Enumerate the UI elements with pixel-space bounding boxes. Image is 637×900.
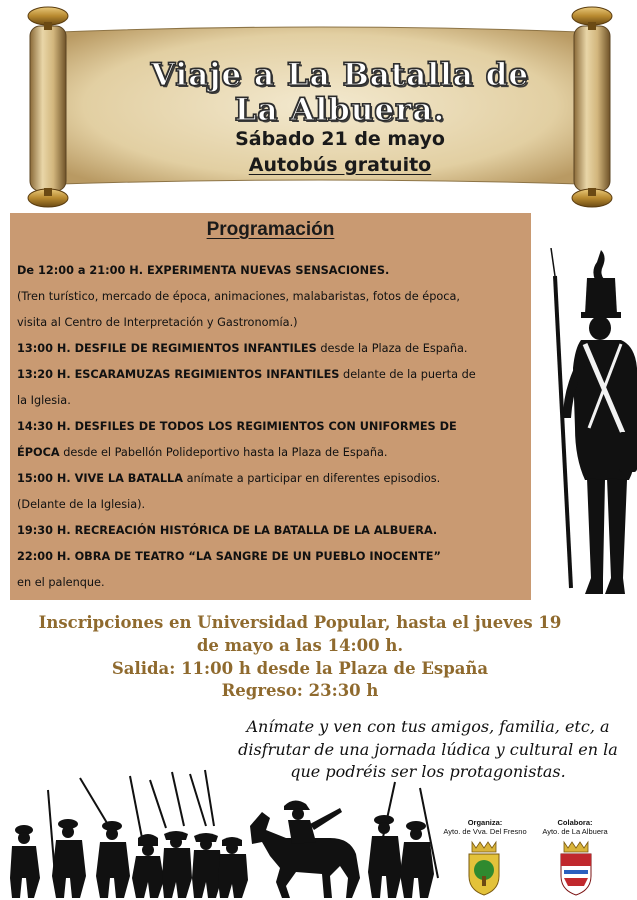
organiza-name: Ayto. de Vva. Del Fresno — [443, 827, 527, 836]
organiza-title: Organiza: — [467, 818, 503, 827]
soldier-silhouette-icon — [545, 248, 637, 600]
free-bus — [100, 154, 580, 176]
invite-line-1: Anímate y ven con tus amigos, familia, etc, a — [246, 717, 610, 736]
program-box — [10, 213, 531, 600]
la-albuera-crest-icon — [558, 840, 594, 896]
vva-del-fresno-crest-icon — [466, 840, 502, 896]
program-line-bold: 22:00 H. OBRA DE TEATRO “LA SANGRE DE UN PUEBLO INOCENTE” — [17, 550, 441, 563]
program-line — [17, 472, 440, 485]
program-line — [17, 420, 457, 433]
colabora-title: Colabora: — [557, 818, 593, 827]
program-line — [17, 264, 389, 277]
program-line-bold: 15:00 H. VIVE LA BATALLA — [17, 472, 183, 485]
program-line-text: en el palenque. — [17, 576, 105, 589]
invite-line-3: que podréis ser los protagonistas. — [290, 762, 566, 781]
program-line-text: (Tren turístico, mercado de época, animaciones, malabaristas, fotos de época, — [17, 290, 461, 303]
free-bus-label: Autobús gratuito — [248, 154, 432, 176]
colabora-label — [535, 818, 615, 836]
program-line-text: delante de la puerta de — [339, 368, 476, 381]
program-line-text: la Iglesia. — [17, 394, 71, 407]
scroll-banner — [20, 4, 620, 209]
program-line-bold: 13:20 H. ESCARAMUZAS REGIMIENTOS INFANTILES — [17, 368, 340, 381]
program-line-bold: De 12:00 a 21:00 H. EXPERIMENTA NUEVAS SENSACIONES. — [17, 264, 390, 277]
program-line-bold: 19:30 H. RECREACIÓN HISTÓRICA DE LA BATALLA DE LA ALBUERA. — [17, 524, 438, 537]
program-line — [17, 394, 71, 407]
program-line — [17, 368, 476, 381]
program-line-text: desde la Plaza de España. — [316, 342, 468, 355]
program-heading — [10, 219, 531, 241]
program-line — [17, 342, 468, 355]
program-line-text: anímate a participar en diferentes episodios. — [182, 472, 441, 485]
program-line — [17, 446, 388, 459]
program-line-text: visita al Centro de Interpretación y Gastronomía.) — [17, 316, 298, 329]
event-date: Sábado 21 de mayo — [235, 128, 445, 150]
program-line — [17, 550, 441, 563]
program-line-text: desde el Pabellón Polideportivo hasta la Plaza de España. — [59, 446, 388, 459]
colabora-name: Ayto. de La Albuera — [542, 827, 608, 836]
program-heading-text: Programación — [206, 219, 335, 240]
program-line-bold: ÉPOCA — [17, 446, 60, 459]
organiza-label — [440, 818, 530, 836]
return-line: Regreso: 23:30 h — [221, 681, 379, 700]
program-line — [17, 524, 437, 537]
title-line-1: Viaje a La Batalla de — [150, 57, 530, 93]
program-line — [17, 290, 460, 303]
program-line — [17, 498, 145, 511]
program-line — [17, 576, 105, 589]
program-line-bold: 14:30 H. DESFILES DE TODOS LOS REGIMIENTOS CON UNIFORMES DE — [17, 420, 457, 433]
troops-silhouette-icon — [0, 768, 450, 900]
registration-line-1: Inscripciones en Universidad Popular, hasta el jueves 19 — [38, 613, 562, 632]
registration-line-2: de mayo a las 14:00 h. — [196, 636, 404, 655]
program-line-text: (Delante de la Iglesia). — [17, 498, 146, 511]
invite-line-2: disfrutar de una jornada lúdica y cultural en la — [238, 740, 618, 759]
program-line — [17, 316, 298, 329]
departure-line: Salida: 11:00 h desde la Plaza de España — [111, 659, 489, 678]
program-line-bold: 13:00 H. DESFILE DE REGIMIENTOS INFANTILES — [17, 342, 317, 355]
title-line-2: La Albuera. — [234, 92, 446, 128]
